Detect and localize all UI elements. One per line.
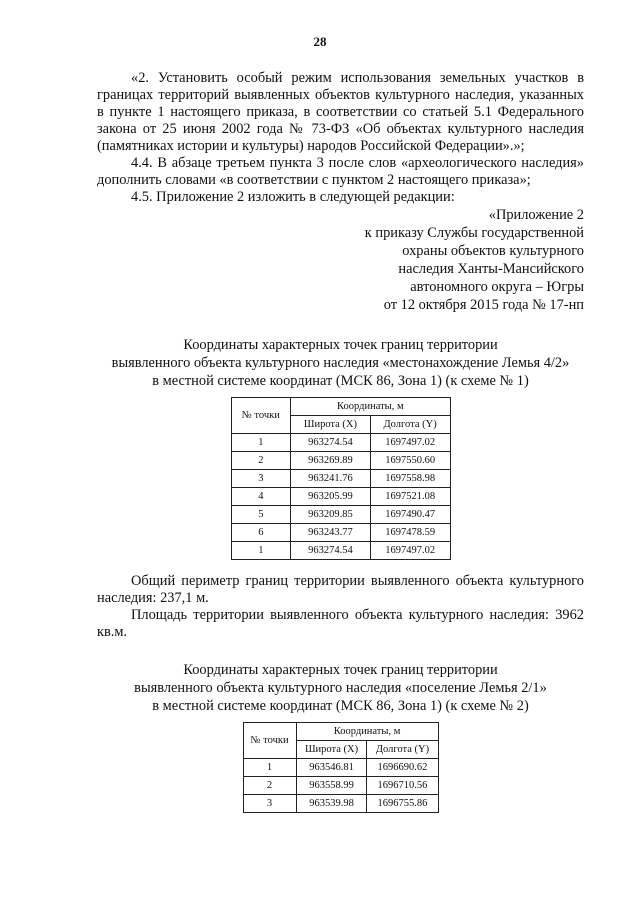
paragraph-4-5: 4.5. Приложение 2 изложить в следующей редакции: [131,189,455,205]
cell-point: 6 [231,524,291,542]
header-longitude: Долгота (Y) [370,416,450,434]
table-row [231,470,450,488]
cell-longitude: 1697478.59 [370,524,450,542]
cell-longitude: 1697497.02 [370,434,450,452]
table2-title-line: Координаты характерных точек границ территории [183,662,498,678]
appendix-line: от 12 октября 2015 года № 17-нп [383,297,584,313]
appendix-header [97,206,584,314]
header-latitude: Широта (X) [296,741,367,759]
table2-title [97,661,584,715]
table-row [243,777,438,795]
cell-point: 3 [243,795,296,813]
appendix-line: автономного округа – Югры [410,279,584,295]
header-point-number: № точки [231,398,291,434]
table-row [231,452,450,470]
coordinates-table-2 [243,722,439,813]
appendix-line: охраны объектов культурного [402,243,584,259]
cell-point: 3 [231,470,291,488]
header-point-number: № точки [243,723,296,759]
cell-point: 5 [231,506,291,524]
page-number: 28 [313,34,327,49]
document-body [97,70,584,813]
table1-title-line: в местной системе координат (МСК 86, Зона 1) (к схеме № 1) [152,373,529,389]
appendix-line: наследия Ханты-Мансийского [398,261,584,277]
cell-latitude: 963558.99 [296,777,367,795]
table1-title-line: Координаты характерных точек границ территории [183,337,498,353]
cell-longitude: 1697558.98 [370,470,450,488]
cell-latitude: 963243.77 [291,524,371,542]
perimeter-paragraph: Общий периметр границ территории выявленного объекта культурного наследия: 237,1 м. [97,573,584,606]
cell-point: 2 [231,452,291,470]
header-latitude: Широта (X) [291,416,371,434]
table2-title-line: в местной системе координат (МСК 86, Зона 1) (к схеме № 2) [152,698,529,714]
table-row [231,506,450,524]
appendix-line: «Приложение 2 [488,207,584,223]
cell-point: 4 [231,488,291,506]
cell-longitude: 1697490.47 [370,506,450,524]
table2-title-line: выявленного объекта культурного наследия «поселение Лемья 2/1» [134,680,547,696]
table-row [231,542,450,560]
header-longitude: Долгота (Y) [367,741,438,759]
cell-point: 1 [231,434,291,452]
area-paragraph: Площадь территории выявленного объекта культурного наследия: 3962 кв.м. [97,607,584,640]
table-row [231,488,450,506]
table-row [243,795,438,813]
appendix-line: к приказу Службы государственной [364,225,584,241]
cell-longitude: 1696755.86 [367,795,438,813]
cell-latitude: 963209.85 [291,506,371,524]
cell-latitude: 963269.89 [291,452,371,470]
table1-title-line: выявленного объекта культурного наследия «местонахождение Лемья 4/2» [111,355,570,371]
header-coordinates: Координаты, м [296,723,438,741]
cell-latitude: 963274.54 [291,542,371,560]
cell-longitude: 1697521.08 [370,488,450,506]
cell-longitude: 1697497.02 [370,542,450,560]
table-row [231,524,450,542]
cell-longitude: 1696690.62 [367,759,438,777]
paragraph-4-4: 4.4. В абзаце третьем пункта 3 после слов «археологического наследия» дополнить словами «в соответствии с пунктом 2 настоящего приказа»; [97,155,584,188]
cell-point: 2 [243,777,296,795]
cell-point: 1 [243,759,296,777]
cell-latitude: 963205.99 [291,488,371,506]
cell-latitude: 963546.81 [296,759,367,777]
table-row [231,434,450,452]
cell-latitude: 963274.54 [291,434,371,452]
cell-point: 1 [231,542,291,560]
table-row [243,759,438,777]
table1-title [97,336,584,390]
cell-longitude: 1696710.56 [367,777,438,795]
cell-longitude: 1697550.60 [370,452,450,470]
cell-latitude: 963539.98 [296,795,367,813]
header-coordinates: Координаты, м [291,398,450,416]
coordinates-table-1 [231,397,451,560]
paragraph-clause-2: «2. Установить особый режим использования земельных участков в границах территорий выявленных объектов культурного наследия, указанных в пункте 1 настоящего приказа, в соответствии со статьей 5.1 Федерального закона от 25 июня 2002 года № 73-ФЗ «Об объектах культурного наследия (памятниках истории и культуры) народов Российской Федерации».»; [97,70,584,154]
cell-latitude: 963241.76 [291,470,371,488]
